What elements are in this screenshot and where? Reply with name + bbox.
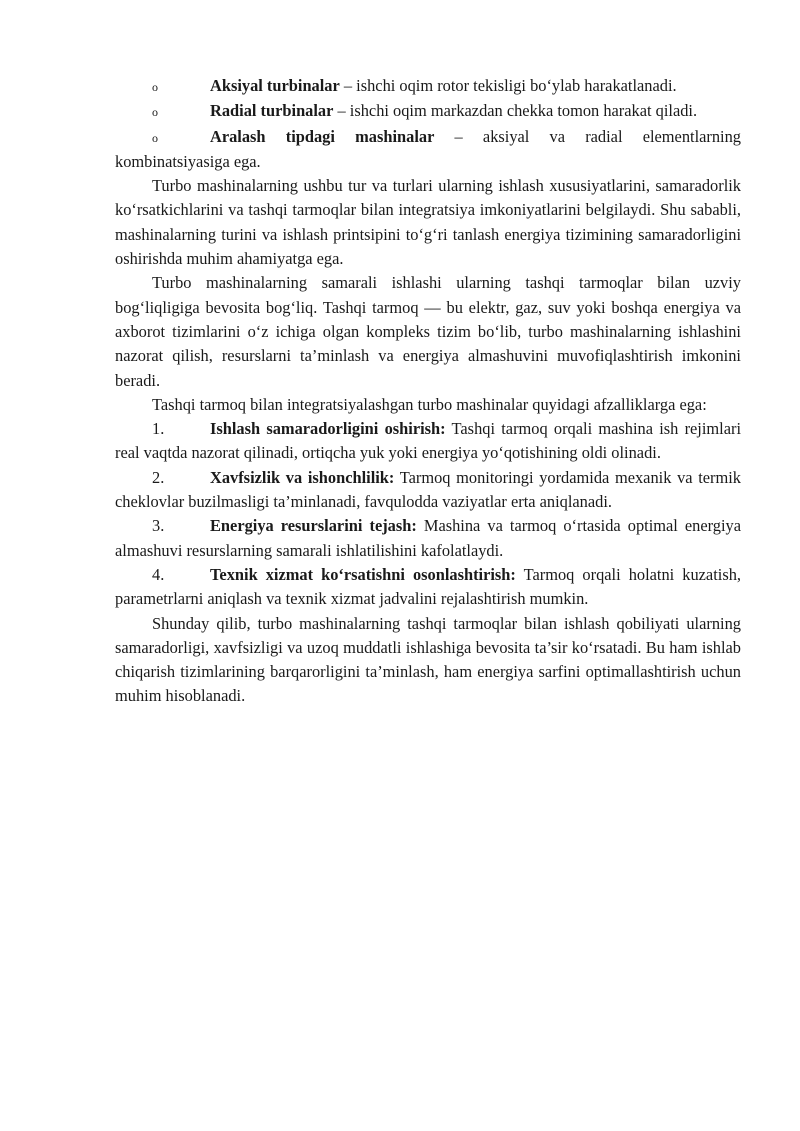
bullet-marker: o xyxy=(152,80,158,94)
numbered-text: Tarmoq monitoringi yordamida mexanik va termik cheklovlar buzilmasligi ta’minlanadi, favqulodda vaziyatlar erta aniqlanadi. xyxy=(115,467,741,512)
bullet-term: Aksiyal turbinalar xyxy=(210,76,340,95)
numbered-item xyxy=(115,563,741,612)
numbered-item xyxy=(115,466,741,515)
bullet-term: Radial turbinalar xyxy=(210,101,334,121)
body-paragraph: Turbo mashinalarning ushbu tur va turlari ularning ishlash xususiyatlarini, samaradorlik ko‘rsatkichlarini va tashqi tarmoqlar bilan integratsiya imkoniyatlarini belgilaydi. Shu sababli, mashinalarning turini va ishlash printsipini to‘g‘ri tanlash energiya tizimining samaradorligini oshirishda muhim ahamiyatga ega. xyxy=(115,176,741,269)
bullet-marker: o xyxy=(152,105,158,120)
page-content xyxy=(115,74,741,709)
body-paragraph: Turbo mashinalarning samarali ishlashi ularning tashqi tarmoqlar bilan uzviy bog‘liqligiga bevosita bog‘liq. Tashqi tarmoq — bu elektr, gaz, suv yoki boshqa energiya va axborot tizimlarini o‘z ichiga olgan kompleks tizim bo‘lib, turbo mashinalarning ishlashini nazorat qilish, resurslarni ta’minlash va energiya almashuvini muvofiqlashtirish imkonini beradi. xyxy=(115,273,741,390)
numbered-text: Tarmoq orqali holatni kuzatish, parametrlarni aniqlash va texnik xizmat jadvalini rejalashtirish mumkin. xyxy=(115,564,741,609)
bullet-term: Aralash tipdagi mashinalar xyxy=(210,126,435,146)
bullet-item xyxy=(115,125,741,175)
bullet-text: – ishchi oqim markazdan chekka tomon harakat qiladi. xyxy=(333,101,698,121)
bullet-text: – ishchi oqim rotor tekisligi bo‘ylab harakatlanadi. xyxy=(339,76,677,95)
bullet-marker: o xyxy=(152,130,158,145)
number-marker: 1. xyxy=(152,419,165,439)
number-marker: 4. xyxy=(152,564,165,584)
bullet-item xyxy=(115,74,741,99)
numbered-item xyxy=(115,417,741,466)
numbered-term: Texnik xizmat ko‘rsatishni osonlashtirish: xyxy=(210,564,516,584)
numbered-text: Mashina va tarmoq o‘rtasida optimal energiya almashuvi resurslarning samarali ishlatilishini kafolatlaydi. xyxy=(115,516,741,560)
conclusion-paragraph: Shunday qilib, turbo mashinalarning tashqi tarmoqlar bilan ishlash qobiliyati ularning samaradorligi, xavfsizligi va uzoq muddatli ishlashiga bevosita ta’sir ko‘rsatadi. Bu ham ishlab chiqarish tizimlarining barqarorligini ta’minlash, ham energiya sarfini optimallashtirish uchun muhim hisoblanadi. xyxy=(115,613,741,706)
body-paragraph: Tashqi tarmoq bilan integratsiyalashgan turbo mashinalar quyidagi afzalliklarga ega: xyxy=(152,394,707,414)
bullet-item xyxy=(115,99,741,124)
numbered-item xyxy=(115,514,741,563)
numbered-term: Energiya resurslarini tejash: xyxy=(210,516,417,536)
number-marker: 2. xyxy=(152,467,165,487)
numbered-text: Tashqi tarmoq orqali mashina ish rejimlari real vaqtda nazorat qilinadi, ortiqcha yuk yoki energiya yo‘qotishining oldi olinadi. xyxy=(115,419,741,463)
numbered-term: Ishlash samaradorligini oshirish: xyxy=(210,419,446,439)
number-marker: 3. xyxy=(152,516,165,536)
bullet-text: – aksiyal va radial elementlarning kombinatsiyasiga ega. xyxy=(115,126,742,171)
numbered-term: Xavfsizlik va ishonchlilik: xyxy=(210,467,395,487)
